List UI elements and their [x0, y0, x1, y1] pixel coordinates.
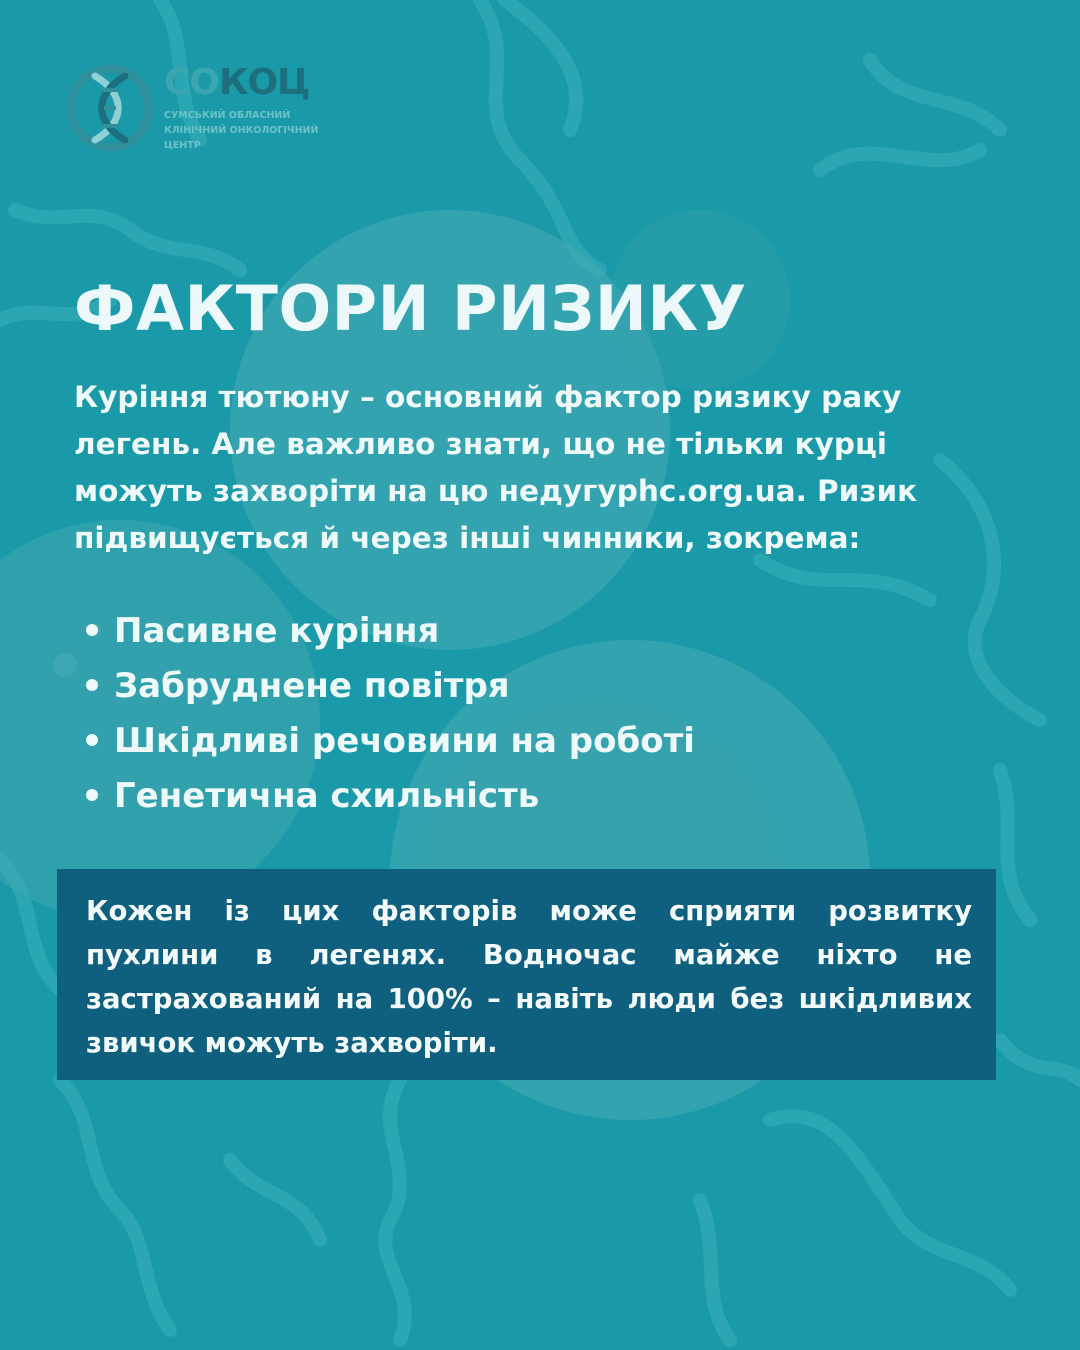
list-item-label: Шкідливі речовини на роботі [114, 721, 695, 761]
list-item-label: Пасивне куріння [114, 611, 440, 651]
note-box [57, 869, 996, 1080]
list-item [74, 769, 695, 824]
page-title: ФАКТОРИ РИЗИКУ [74, 272, 747, 345]
list-item [74, 604, 695, 659]
intro-paragraph: Куріння тютюну – основний фактор ризику раку легень. Але важливо знати, що не тільки курці можуть захворіти на цю недугуphc.org.ua. Ризик підвищується й через інші чинники, зокрема: [74, 380, 918, 555]
list-item [74, 659, 695, 714]
list-item-label: Забруднене повітря [114, 666, 510, 706]
bullet-icon [86, 679, 98, 691]
logo-subtitle: СУМСЬКИЙ ОБЛАСНИЙ КЛІНІЧНИЙ ОНКОЛОГІЧНИЙ ЦЕНТР [164, 110, 319, 151]
risk-factors-list [74, 604, 695, 824]
dna-helix-icon [64, 62, 156, 154]
bullet-icon [86, 734, 98, 746]
list-item [74, 714, 695, 769]
note-text: Кожен із цих факторів може сприяти розвитку пухлини в легенях. Водночас майже ніхто не застрахований на 100% – навіть люди без шкідливих звичок можуть захворіти. [86, 895, 972, 1059]
logo-title: СОКОЦ [164, 62, 310, 103]
bullet-icon [86, 789, 98, 801]
bullet-icon [86, 624, 98, 636]
list-item-label: Генетична схильність [114, 776, 540, 816]
organization-logo [64, 62, 324, 158]
